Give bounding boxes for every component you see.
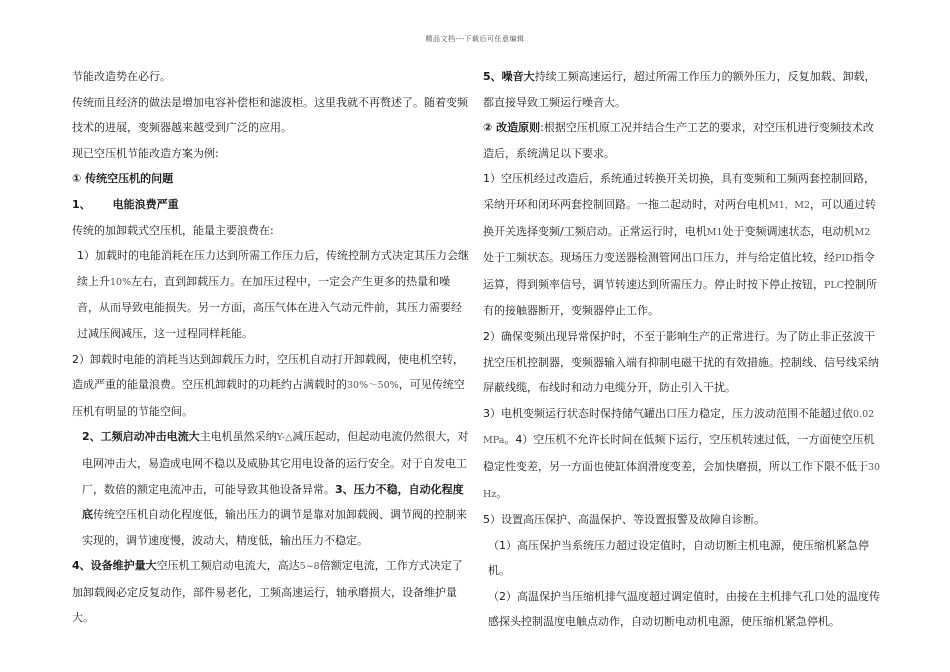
heading-title: 电能浪费严重: [112, 197, 179, 211]
heading-title: ② 改造原则: [483, 121, 541, 135]
paragraph: 2）确保变频出现异常保护时，不至于影响生产的正常进行。为了防止非正弦波干扰空压机控制器，变频器输入端有抑制电磁干扰的有效措施。控制线、信号线采纳屏蔽线缆，布线时和动力电缆分开，防止引入干扰。: [483, 329, 879, 395]
right-column: [483, 64, 881, 635]
paragraph: （1）高压保护当系统压力超过设定值时，自动切断主机电源，使压缩机紧急停机。: [488, 538, 869, 578]
paragraph: 传统而且经济的做法是增加电容补偿柜和滤波柜。这里我就不再赘述了。随着变频技术的进展，变频器越来越受到广泛的应用。: [72, 95, 468, 135]
paragraph: 现已空压机节能改造方案为例:: [72, 146, 219, 160]
paragraph: 节能改造势在必行。: [72, 70, 171, 83]
heading-title: 4、设备维护量大: [72, 559, 157, 573]
paragraph: ② 改造原则:根据空压机原工况并结合生产工艺的要求，对空压机进行变频技术改造后，系统满足以下要求。: [483, 121, 874, 160]
paragraph: 5）设置高压保护、高温保护、等设置报警及故障自诊断。: [483, 513, 765, 527]
left-column: [72, 64, 470, 631]
paragraph: （2）高温保护当压缩机排气温度超过调定值时，由接在主机排气孔口处的温度传感探头控制温度电触点动作，自动切断电动机电源，使压缩机紧急停机。: [488, 589, 880, 629]
section-heading: ① 传统空压机的问题: [72, 172, 174, 186]
paragraph: 1）加载时的电能消耗在压力达到所需工作压力后，传统控制方式决定其压力会继续上升10%左右，直到卸载压力。在加压过程中，一定会产生更多的热量和噪音，从而导致电能损失。另一方面，高压气体在进入气动元件前，其压力需要经过减压阀减压，这一过程同样耗能。: [77, 249, 469, 340]
heading-number: 2、: [82, 430, 101, 444]
paragraph: 5、噪音大持续工频高速运行，超过所需工作压力的额外压力，反复加载、卸载，都直接导致工频运行噪音大。: [483, 70, 876, 109]
page-header: 精品文档---下载后可任意编辑: [425, 35, 525, 43]
heading-title: 5、噪音大: [483, 70, 535, 83]
heading-title: 3、压力不稳，自动化程度底: [82, 482, 464, 522]
paragraph: 传统的加卸载式空压机，能量主要浪费在:: [72, 223, 274, 237]
paragraph: 2、工频启动冲击电流大主电机虽然采纳Y-△减压起动，但起动电流仍然很大，对电网冲击大，易造成电网不稳以及威胁其它用电设备的运行安全。对于自发电工厂，数倍的额定电流冲击，可能导致其他设备异常。3、压力不稳，自动化程度底传统空压机自动化程度低，输出压力的调节是靠对加卸载阀、调节阀的控制来实现的，调节速度慢，波动大，精度低，输出压力不稳定。: [82, 430, 469, 547]
paragraph: 2）卸载时电能的消耗当达到卸载压力时，空压机自动打开卸载阀，使电机空转，造成严重的能量浪费。空压机卸载时的功耗约占满载时的30%～50%，可见传统空压机有明显的节能空间。: [72, 352, 465, 418]
paragraph: 1）空压机经过改造后，系统通过转换开关切换，具有变频和工频两套控制回路，采纳开环和闭环两套控制回路。一拖二起动时，对两台电机M1，M2，可以通过转换开关选择变频/工频启动。正常运行时，电机M1处于变频调速状态，电动机M2处于工频状态。现场压力变送器检测管网出口压力，并与给定值比较，经PID指令运算，得到频率信号，调节转速达到所需压力。停止时按下停止按钮，PLC控制所有的接触器断开，变频器停止工作。: [483, 172, 877, 318]
paragraph: 3）电机变频运行状态时保持储气罐出口压力稳定，压力波动范围不能超过依0.02 MPa。4）空压机不允许长时间在低频下运行，空压机转速过低，一方面使空压机稳定性变差，另一方面也使缸体润滑度变差，会加快磨损，所以工作下限不低于30 Hz。: [483, 406, 881, 500]
heading-title: 工频启动冲击电流大: [100, 430, 200, 444]
paragraph: 4、设备维护量大空压机工频启动电流大，高达5~8倍额定电流，工作方式决定了加卸载阀必定反复动作，部件易老化，工频高速运行，轴承磨损大，设备维护量大。: [72, 559, 463, 625]
heading-number: 1、: [72, 197, 91, 211]
subsection-heading: [72, 192, 470, 218]
